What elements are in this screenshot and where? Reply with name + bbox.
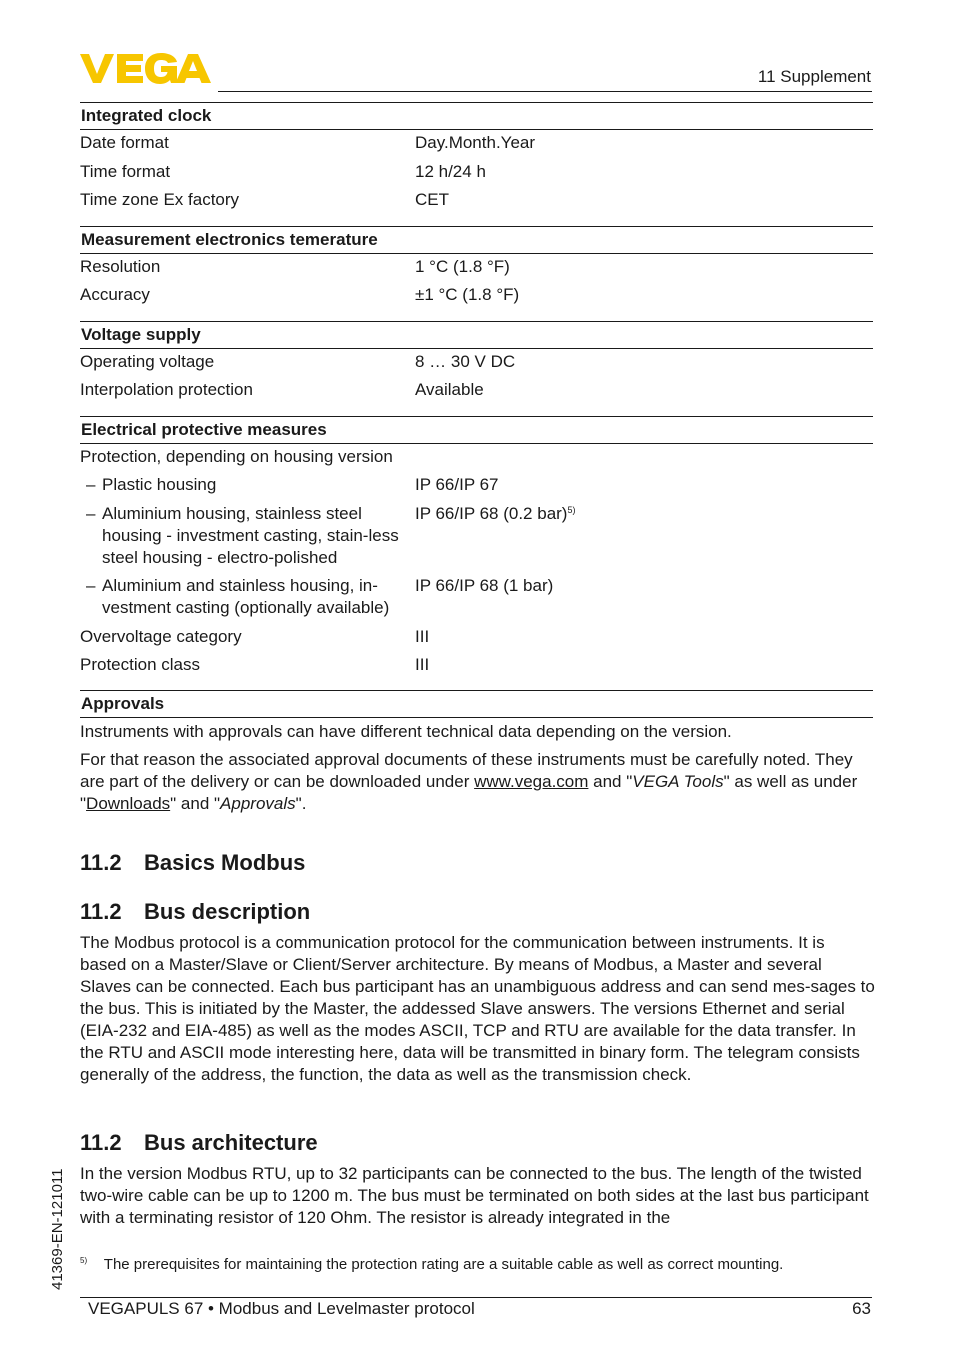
header-rule <box>218 91 872 92</box>
heading-bus-description: 11.2 Bus description <box>80 899 311 924</box>
footer-title: VEGAPULS 67 • Modbus and Levelmaster protocol <box>88 1299 475 1318</box>
heading-bus-architecture: 11.2 Bus architecture <box>80 1130 318 1155</box>
bus-architecture-text: In the version Modbus RTU, up to 32 participants can be connected to the bus. The length of the twisted two-wire cable can be up to 1200 m. The bus must be terminated on both sides at the last bus participant with a terminating resistor of 120 Ohm. The resistor is already integrated in the <box>80 1164 869 1227</box>
approvals-paragraph-1: Instruments with approvals can have different technical data depending on the version. <box>80 722 732 741</box>
footnote: $^{5)}$ The prerequisites for maintaining the protection rating are a suitable cable as well as correct mounting. <box>80 1256 784 1273</box>
link-downloads[interactable]: Downloads <box>86 794 171 813</box>
vega-logo <box>80 50 212 86</box>
chapter-label: 11 Supplement <box>757 67 871 86</box>
link-vega-website[interactable]: www.vega.com <box>474 772 589 791</box>
page-number: 63 <box>852 1299 871 1318</box>
footnote-ref: 5) <box>567 505 576 515</box>
bus-description-text: The Modbus protocol is a communication protocol for the communication between instruments. It is based on a Master/Slave or Client/Server architecture. By means of Modbus, a Master and several Slaves can be connected. Each bus participant has an unambiguous address and can send mes-sages to the bus. This is initiated by the Master, the addessed Slave answers. The versions Ethernet and serial (EIA-232 and EIA-485) as well as the modes ASCII, TCP and RTU are available for the data transfer. In the RTU and ASCII mode interesting here, data will be transmitted in binary form. The telegram consists generally of the address, the function, the data as well as the transmission check. <box>80 933 875 1084</box>
section-heading-electrical: Electrical protective measures <box>80 416 873 444</box>
document-code: 41369-EN-121011 <box>49 1168 66 1290</box>
section-heading-voltage: Voltage supply <box>80 321 873 349</box>
section-heading-approvals: Approvals <box>80 690 873 718</box>
approvals-paragraph-2: For that reason the associated approval documents of these instruments must be carefully noted. They are part of the delivery or can be downloaded under www.vega.com and "VEGA Tools" as well as under "Downloads" and "Approvals". <box>80 750 858 813</box>
section-heading-clock: Integrated clock <box>80 102 873 130</box>
footer-rule <box>80 1297 872 1298</box>
section-heading-temperature: Measurement electronics temerature <box>80 226 873 254</box>
heading-basics-modbus: 11.2 Basics Modbus <box>80 850 306 875</box>
